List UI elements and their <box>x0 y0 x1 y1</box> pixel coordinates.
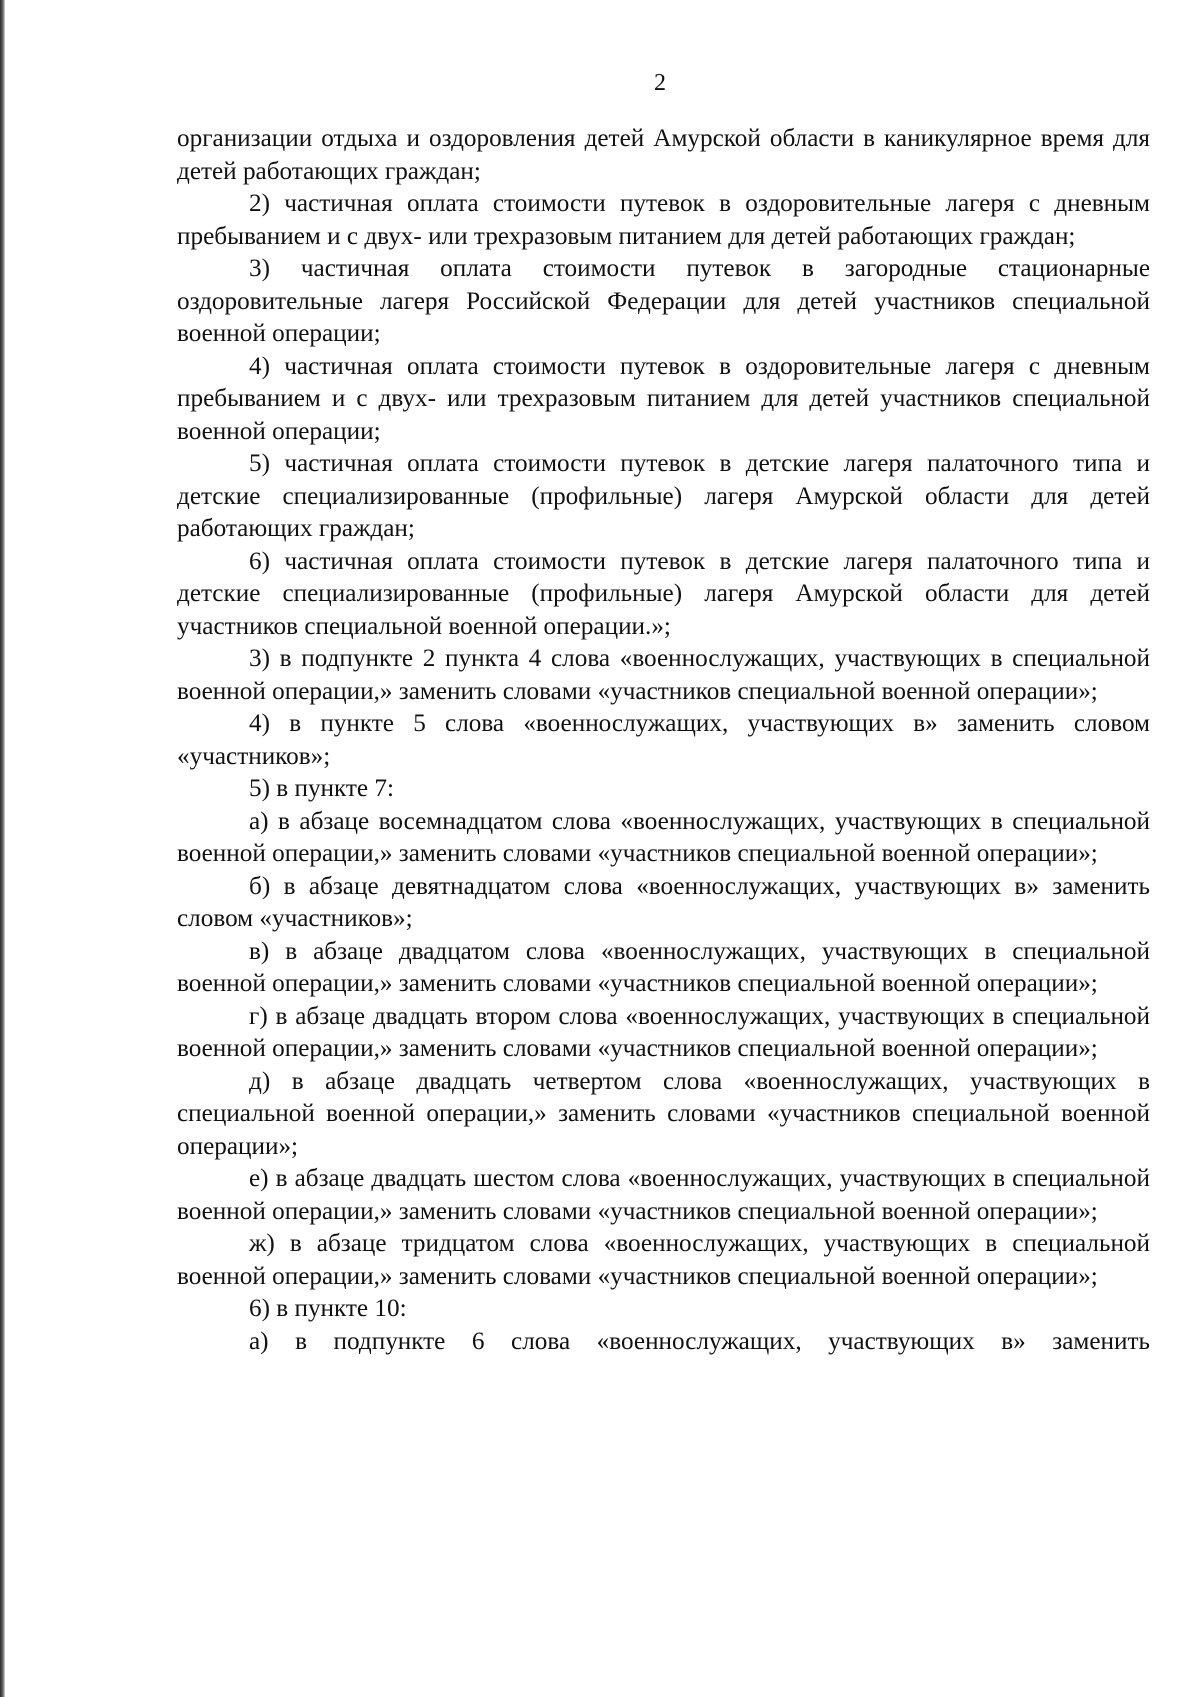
page-number: 2 <box>654 70 666 96</box>
paragraph: г) в абзаце двадцать втором слова «военнослужащих, участвующих в специальной военной операции,» заменить словами «участников специальной военной операции»; <box>177 1002 1150 1062</box>
paragraph: е) в абзаце двадцать шестом слова «военнослужащих, участвующих в специальной военной операции,» заменить словами «участников специальной военной операции»; <box>177 1165 1150 1225</box>
paragraph: 3) частичная оплата стоимости путевок в загородные стационарные оздоровительные лагеря Российской Федерации для детей участников специальной военной операции; <box>177 255 1150 347</box>
paragraph: 6) частичная оплата стоимости путевок в детские лагеря палаточного типа и детские специализированные (профильные) лагеря Амурской области для детей участников специальной военной операции.»; <box>177 547 1150 640</box>
paragraph: 2) частичная оплата стоимости путевок в оздоровительные лагеря с дневным пребыванием и с двух- или трехразовым питанием для детей работающих граждан; <box>177 190 1150 250</box>
paragraph: 3) в подпункте 2 пункта 4 слова «военнослужащих, участвующих в специальной военной операции,» заменить словами «участников специальной военной операции»; <box>177 645 1150 705</box>
paragraph: ж) в абзаце тридцатом слова «военнослужащих, участвующих в специальной военной операции,» заменить словами «участников специальной военной операции»; <box>177 1230 1150 1290</box>
paragraph: 5) частичная оплата стоимости путевок в детские лагеря палаточного типа и детские специализированные (профильные) лагеря Амурской области для детей работающих граждан; <box>177 450 1150 542</box>
document-body <box>177 123 1150 1358</box>
scan-edge-shadow <box>0 0 5 1697</box>
paragraph: в) в абзаце двадцатом слова «военнослужащих, участвующих в специальной военной операции,» заменить словами «участников специальной военной операции»; <box>177 937 1150 997</box>
paragraph: 4) частичная оплата стоимости путевок в оздоровительные лагеря с дневным пребыванием и с двух- или трехразовым питанием для детей участников специальной военной операции; <box>177 352 1150 445</box>
paragraph: 5) в пункте 7: <box>249 775 395 802</box>
paragraph: д) в абзаце двадцать четвертом слова «военнослужащих, участвующих в специальной военной операции,» заменить словами «участников специальной военной операции»; <box>177 1067 1150 1160</box>
paragraph: 4) в пункте 5 слова «военнослужащих, участвующих в» заменить словом «участников»; <box>177 710 1150 770</box>
paragraph: б) в абзаце девятнадцатом слова «военнослужащих, участвующих в» заменить словом «участников»; <box>177 872 1150 932</box>
paragraph: 6) в пункте 10: <box>249 1295 407 1322</box>
paragraph: а) в подпункте 6 слова «военнослужащих, участвующих в» заменить <box>249 1327 1150 1355</box>
paragraph: организации отдыха и оздоровления детей Амурской области в каникулярное время для детей работающих граждан; <box>177 125 1150 185</box>
paragraph: а) в абзаце восемнадцатом слова «военнослужащих, участвующих в специальной военной операции,» заменить словами «участников специальной военной операции»; <box>177 807 1150 867</box>
